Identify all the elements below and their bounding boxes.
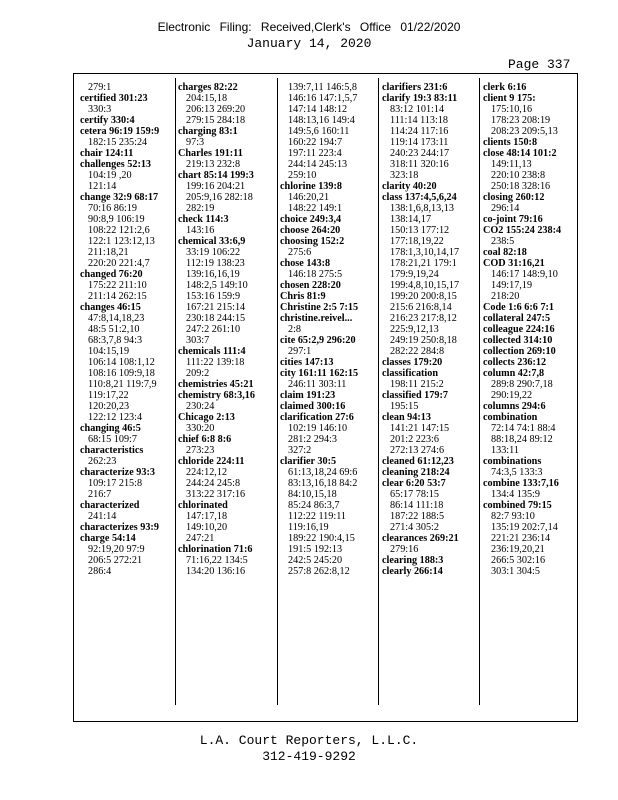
index-page-refs: 241:14 — [88, 511, 117, 522]
index-term: Code 1:6 6:6 7:1 — [483, 302, 555, 313]
index-page-refs: 148:2,5 149:10 — [186, 280, 248, 291]
index-term: classified 179:7 — [382, 390, 448, 401]
index-column-1 — [80, 82, 172, 577]
index-term: clients 150:8 — [483, 137, 538, 148]
index-page-refs: 279:1 — [88, 82, 112, 93]
document-date: January 14, 2020 — [246, 36, 372, 51]
index-term: column 42:7,8 — [483, 368, 545, 379]
page-number: Page 337 — [508, 57, 571, 72]
index-page-refs: 282:19 — [186, 203, 215, 214]
index-term: check 114:3 — [178, 214, 229, 225]
index-term: clearing 188:3 — [382, 555, 444, 566]
index-term: collection 269:10 — [483, 346, 556, 357]
index-page-refs: 146:20,21 — [288, 192, 330, 203]
index-page-refs: 85:24 86:3,7 — [288, 500, 340, 511]
index-page-refs: 191:5 192:13 — [288, 544, 343, 555]
index-page-refs: 224:12,12 — [186, 467, 228, 478]
index-term: clerk 6:16 — [483, 82, 527, 93]
index-page-refs: 216:23 217:8,12 — [390, 313, 457, 324]
index-term: chlorination 71:6 — [178, 544, 253, 555]
index-page-refs: 238:5 — [491, 236, 515, 247]
index-term: chemistries 45:21 — [178, 379, 254, 390]
index-page-refs: 221:21 236:14 — [491, 533, 551, 544]
index-page-refs: 68:3,7,8 94:3 — [88, 335, 143, 346]
index-page-refs: 282:22 284:8 — [390, 346, 445, 357]
index-page-refs: 246:11 303:11 — [288, 379, 347, 390]
index-page-refs: 257:8 262:8,12 — [288, 566, 350, 577]
index-page-refs: 199:20 200:8,15 — [390, 291, 457, 302]
index-term: clarify 19:3 83:11 — [382, 93, 458, 104]
index-term: chemical 33:6,9 — [178, 236, 246, 247]
index-page-refs: 83:12 101:14 — [390, 104, 445, 115]
index-page-refs: 220:10 238:8 — [491, 170, 546, 181]
index-term: clearances 269:21 — [382, 533, 459, 544]
index-term: chief 6:8 8:6 — [178, 434, 232, 445]
index-page-refs: 86:14 111:18 — [390, 500, 444, 511]
index-page-refs: 215:6 216:8,14 — [390, 302, 452, 313]
index-page-refs: 114:24 117:16 — [390, 126, 449, 137]
index-term: clean 94:13 — [382, 412, 431, 423]
index-page-refs: 266:5 302:16 — [491, 555, 546, 566]
index-page-refs: 271:4 305:2 — [390, 522, 439, 533]
index-page-refs: 218:20 — [491, 291, 520, 302]
index-page-refs: 70:16 86:19 — [88, 203, 137, 214]
index-term: COD 31:16,21 — [483, 258, 545, 269]
index-page-refs: 83:13,16,18 84:2 — [288, 478, 358, 489]
index-page-refs: 219:13 232:8 — [186, 159, 241, 170]
index-page-refs: 111:14 113:18 — [390, 115, 449, 126]
index-page-refs: 160:22 194:7 — [288, 137, 343, 148]
index-page-refs: 110:8,21 119:7,9 — [88, 379, 157, 390]
index-term: claim 191:23 — [280, 390, 336, 401]
index-term: choice 249:3,4 — [280, 214, 342, 225]
index-page-refs: 149:10,20 — [186, 522, 228, 533]
index-page-refs: 189:22 190:4,15 — [288, 533, 355, 544]
index-page-refs: 119:16,19 — [288, 522, 329, 533]
index-page-refs: 205:9,16 282:18 — [186, 192, 253, 203]
index-page-refs: 178:1,3,10,14,17 — [390, 247, 460, 258]
index-term: chart 85:14 199:3 — [178, 170, 254, 181]
index-page-refs: 108:16 109:9,18 — [88, 368, 155, 379]
index-page-refs: 61:13,18,24 69:6 — [288, 467, 358, 478]
index-page-refs: 111:22 139:18 — [186, 357, 245, 368]
index-page-refs: 150:13 177:12 — [390, 225, 450, 236]
index-page-refs: 119:14 173:11 — [390, 137, 449, 148]
index-term: change 32:9 68:17 — [80, 192, 159, 203]
index-page-refs: 211:18,21 — [88, 247, 129, 258]
index-page-refs: 220:20 221:4,7 — [88, 258, 150, 269]
index-term: clearly 266:14 — [382, 566, 443, 577]
index-page-refs: 65:17 78:15 — [390, 489, 439, 500]
index-page-refs: 119:17,22 — [88, 390, 129, 401]
index-page-refs: 122:12 123:4 — [88, 412, 143, 423]
index-page-refs: 138:14,17 — [390, 214, 432, 225]
filing-stamp: Electronic Filing: Received,Clerk's Office 01/22/2020 — [157, 20, 461, 34]
index-term: chemicals 111:4 — [178, 346, 246, 357]
index-page-refs: 206:13 269:20 — [186, 104, 246, 115]
index-column-3 — [280, 82, 375, 577]
index-page-refs: 177:18,19,22 — [390, 236, 444, 247]
index-page-refs: 112:19 138:23 — [186, 258, 245, 269]
index-term: cite 65:2,9 296:20 — [280, 335, 356, 346]
reporter-phone: 312-419-9292 — [262, 749, 356, 764]
index-page-refs: 259:10 — [288, 170, 317, 181]
index-page-refs: 208:23 209:5,13 — [491, 126, 558, 137]
index-page-refs: 104:15,19 — [88, 346, 130, 357]
index-term: certify 330:4 — [80, 115, 135, 126]
index-page-refs: 198:11 215:2 — [390, 379, 444, 390]
index-page-refs: 133:11 — [491, 445, 519, 456]
index-page-refs: 275:6 — [288, 247, 312, 258]
index-page-refs: 102:19 146:10 — [288, 423, 348, 434]
index-term: choosing 152:2 — [280, 236, 345, 247]
column-divider — [378, 78, 379, 705]
index-term: chose 143:8 — [280, 258, 331, 269]
index-page-refs: 199:4,8,10,15,17 — [390, 280, 460, 291]
index-page-refs: 88:18,24 89:12 — [491, 434, 553, 445]
column-divider — [479, 78, 480, 705]
index-page-refs: 289:8 290:7,18 — [491, 379, 553, 390]
index-page-refs: 134:20 136:16 — [186, 566, 246, 577]
index-page-refs: 327:2 — [288, 445, 312, 456]
index-page-refs: 149:11,13 — [491, 159, 532, 170]
index-page-refs: 279:15 284:18 — [186, 115, 246, 126]
index-page-refs: 197:11 223:4 — [288, 148, 342, 159]
index-page-refs: 84:10,15,18 — [288, 489, 337, 500]
index-page-refs: 216:7 — [88, 489, 112, 500]
index-term: combined 79:15 — [483, 500, 552, 511]
index-page-refs: 120:20,23 — [88, 401, 130, 412]
index-page-refs: 272:13 274:6 — [390, 445, 445, 456]
index-page-refs: 211:14 262:15 — [88, 291, 147, 302]
index-term: clarification 27:6 — [280, 412, 354, 423]
index-page-refs: 286:4 — [88, 566, 112, 577]
index-page-refs: 236:19,20,21 — [491, 544, 545, 555]
index-term: charge 54:14 — [80, 533, 136, 544]
index-page-refs: 48:5 51:2,10 — [88, 324, 140, 335]
index-term: characterized — [80, 500, 140, 511]
index-page-refs: 97:3 — [186, 137, 205, 148]
index-column-2 — [178, 82, 273, 577]
index-page-refs: 47:8,14,18,23 — [88, 313, 145, 324]
index-page-refs: 249:19 250:8,18 — [390, 335, 457, 346]
index-term: cetera 96:19 159:9 — [80, 126, 160, 137]
index-page-refs: 209:2 — [186, 368, 210, 379]
reporter-name: L.A. Court Reporters, L.L.C. — [199, 733, 419, 748]
index-term: class 137:4,5,6,24 — [382, 192, 457, 203]
index-page-refs: 242:5 245:20 — [288, 555, 343, 566]
index-page-refs: 108:22 121:2,6 — [88, 225, 150, 236]
index-term: columns 294:6 — [483, 401, 546, 412]
index-page-refs: 178:21,21 179:1 — [390, 258, 457, 269]
index-term: co-joint 79:16 — [483, 214, 543, 225]
index-page-refs: 149:17,19 — [491, 280, 533, 291]
index-term: clear 6:20 53:7 — [382, 478, 446, 489]
index-page-refs: 121:14 — [88, 181, 117, 192]
index-page-refs: 146:18 275:5 — [288, 269, 343, 280]
index-term: coal 82:18 — [483, 247, 527, 258]
index-page-refs: 230:18 244:15 — [186, 313, 246, 324]
index-term: collects 236:12 — [483, 357, 547, 368]
index-column-5 — [483, 82, 575, 577]
index-page-refs: 330:20 — [186, 423, 215, 434]
index-page-refs: 138:1,6,8,13,13 — [390, 203, 454, 214]
index-page-refs: 122:1 123:12,13 — [88, 236, 155, 247]
index-term: collected 314:10 — [483, 335, 553, 346]
index-page-refs: 33:19 106:22 — [186, 247, 241, 258]
index-term: changed 76:20 — [80, 269, 143, 280]
index-page-refs: 179:9,19,24 — [390, 269, 439, 280]
index-page-refs: 240:23 244:17 — [390, 148, 450, 159]
index-page-refs: 135:19 202:7,14 — [491, 522, 558, 533]
index-page-refs: 318:11 320:16 — [390, 159, 449, 170]
index-term: changing 46:5 — [80, 423, 141, 434]
index-term: Chris 81:9 — [280, 291, 326, 302]
index-page-refs: 273:23 — [186, 445, 215, 456]
index-page-refs: 74:3,5 133:3 — [491, 467, 543, 478]
index-term: Charles 191:11 — [178, 148, 243, 159]
index-page-refs: 106:14 108:1,12 — [88, 357, 155, 368]
index-page-refs: 330:3 — [88, 104, 112, 115]
index-term: clarifier 30:5 — [280, 456, 337, 467]
index-term: CO2 155:24 238:4 — [483, 225, 562, 236]
index-column-4 — [382, 82, 476, 577]
index-page-refs: 139:7,11 146:5,8 — [288, 82, 357, 93]
index-term: claimed 300:16 — [280, 401, 346, 412]
index-page-refs: 134:4 135:9 — [491, 489, 540, 500]
index-term: cities 147:13 — [280, 357, 334, 368]
index-page-refs: 201:2 223:6 — [390, 434, 439, 445]
index-term: charging 83:1 — [178, 126, 238, 137]
index-page-refs: 247:21 — [186, 533, 215, 544]
index-term: chosen 228:20 — [280, 280, 341, 291]
index-page-refs: 71:16,22 134:5 — [186, 555, 248, 566]
index-term: chlorine 139:8 — [280, 181, 342, 192]
index-term: chemistry 68:3,16 — [178, 390, 255, 401]
index-term: characterizes 93:9 — [80, 522, 159, 533]
index-page-refs: 139:16,16,19 — [186, 269, 240, 280]
index-term: characteristics — [80, 445, 144, 456]
index-page-refs: 195:15 — [390, 401, 419, 412]
index-term: colleague 224:16 — [483, 324, 555, 335]
index-page-refs: 187:22 188:5 — [390, 511, 445, 522]
index-page-refs: 290:19,22 — [491, 390, 533, 401]
column-divider — [175, 78, 176, 705]
index-page-refs: 323:18 — [390, 170, 419, 181]
index-page-refs: 147:17,18 — [186, 511, 228, 522]
index-page-refs: 68:15 109:7 — [88, 434, 137, 445]
index-page-refs: 244:14 245:13 — [288, 159, 348, 170]
index-page-refs: 250:18 328:16 — [491, 181, 551, 192]
index-page-refs: 230:24 — [186, 401, 215, 412]
index-page-refs: 167:21 215:14 — [186, 302, 246, 313]
index-page-refs: 281:2 294:3 — [288, 434, 337, 445]
index-page-refs: 175:10,16 — [491, 104, 533, 115]
index-page-refs: 206:5 272:21 — [88, 555, 143, 566]
index-page-refs: 143:16 — [186, 225, 215, 236]
index-term: city 161:11 162:15 — [280, 368, 359, 379]
index-term: cleaning 218:24 — [382, 467, 450, 478]
index-term: certified 301:23 — [80, 93, 148, 104]
index-term: chlorinated — [178, 500, 228, 511]
index-page-refs: 297:1 — [288, 346, 312, 357]
index-term: closing 260:12 — [483, 192, 545, 203]
index-page-refs: 182:15 235:24 — [88, 137, 148, 148]
index-page-refs: 199:16 204:21 — [186, 181, 246, 192]
index-page-refs: 303:7 — [186, 335, 210, 346]
index-page-refs: 109:17 215:8 — [88, 478, 143, 489]
index-page-refs: 204:15,18 — [186, 93, 228, 104]
index-term: choose 264:20 — [280, 225, 341, 236]
column-divider — [277, 78, 278, 705]
index-page-refs: 178:23 208:19 — [491, 115, 551, 126]
index-term: Chicago 2:13 — [178, 412, 235, 423]
index-page-refs: 148:13,16 149:4 — [288, 115, 355, 126]
index-term: combination — [483, 412, 538, 423]
index-page-refs: 244:24 245:8 — [186, 478, 241, 489]
index-term: chloride 224:11 — [178, 456, 245, 467]
index-page-refs: 146:17 148:9,10 — [491, 269, 558, 280]
index-page-refs: 313:22 317:16 — [186, 489, 246, 500]
index-term: charges 82:22 — [178, 82, 238, 93]
index-page-refs: 153:16 159:9 — [186, 291, 241, 302]
index-term: characterize 93:3 — [80, 467, 155, 478]
index-term: Christine 2:5 7:15 — [280, 302, 359, 313]
index-term: collateral 247:5 — [483, 313, 551, 324]
index-term: client 9 175: — [483, 93, 536, 104]
index-page-refs: 147:14 148:12 — [288, 104, 348, 115]
index-term: christine.reivel... — [280, 313, 353, 324]
index-page-refs: 247:2 261:10 — [186, 324, 241, 335]
index-page-refs: 225:9,12,13 — [390, 324, 439, 335]
index-page-refs: 175:22 211:10 — [88, 280, 147, 291]
index-page-refs: 82:7 93:10 — [491, 511, 535, 522]
index-page-refs: 146:16 147:1,5,7 — [288, 93, 358, 104]
index-page-refs: 149:5,6 160:11 — [288, 126, 350, 137]
index-page-refs: 279:16 — [390, 544, 419, 555]
index-page-refs: 148:22 149:1 — [288, 203, 343, 214]
index-term: chair 124:11 — [80, 148, 134, 159]
index-page-refs: 303:1 304:5 — [491, 566, 540, 577]
index-term: clarity 40:20 — [382, 181, 437, 192]
index-term: close 48:14 101:2 — [483, 148, 557, 159]
index-page-refs: 262:23 — [88, 456, 117, 467]
index-term: combinations — [483, 456, 542, 467]
index-term: classes 179:20 — [382, 357, 443, 368]
index-page-refs: 296:14 — [491, 203, 520, 214]
index-term: clarifiers 231:6 — [382, 82, 448, 93]
index-term: changes 46:15 — [80, 302, 141, 313]
index-page-refs: 141:21 147:15 — [390, 423, 450, 434]
index-page-refs: 2:8 — [288, 324, 302, 335]
index-term: classification — [382, 368, 439, 379]
index-term: combine 133:7,16 — [483, 478, 559, 489]
index-page-refs: 92:19,20 97:9 — [88, 544, 145, 555]
index-term: cleaned 61:12,23 — [382, 456, 454, 467]
index-term: challenges 52:13 — [80, 159, 152, 170]
index-page-refs: 72:14 74:1 88:4 — [491, 423, 556, 434]
index-page-refs: 112:22 119:11 — [288, 511, 347, 522]
index-page-refs: 90:8,9 106:19 — [88, 214, 145, 225]
index-page-refs: 104:19 ,20 — [88, 170, 132, 181]
